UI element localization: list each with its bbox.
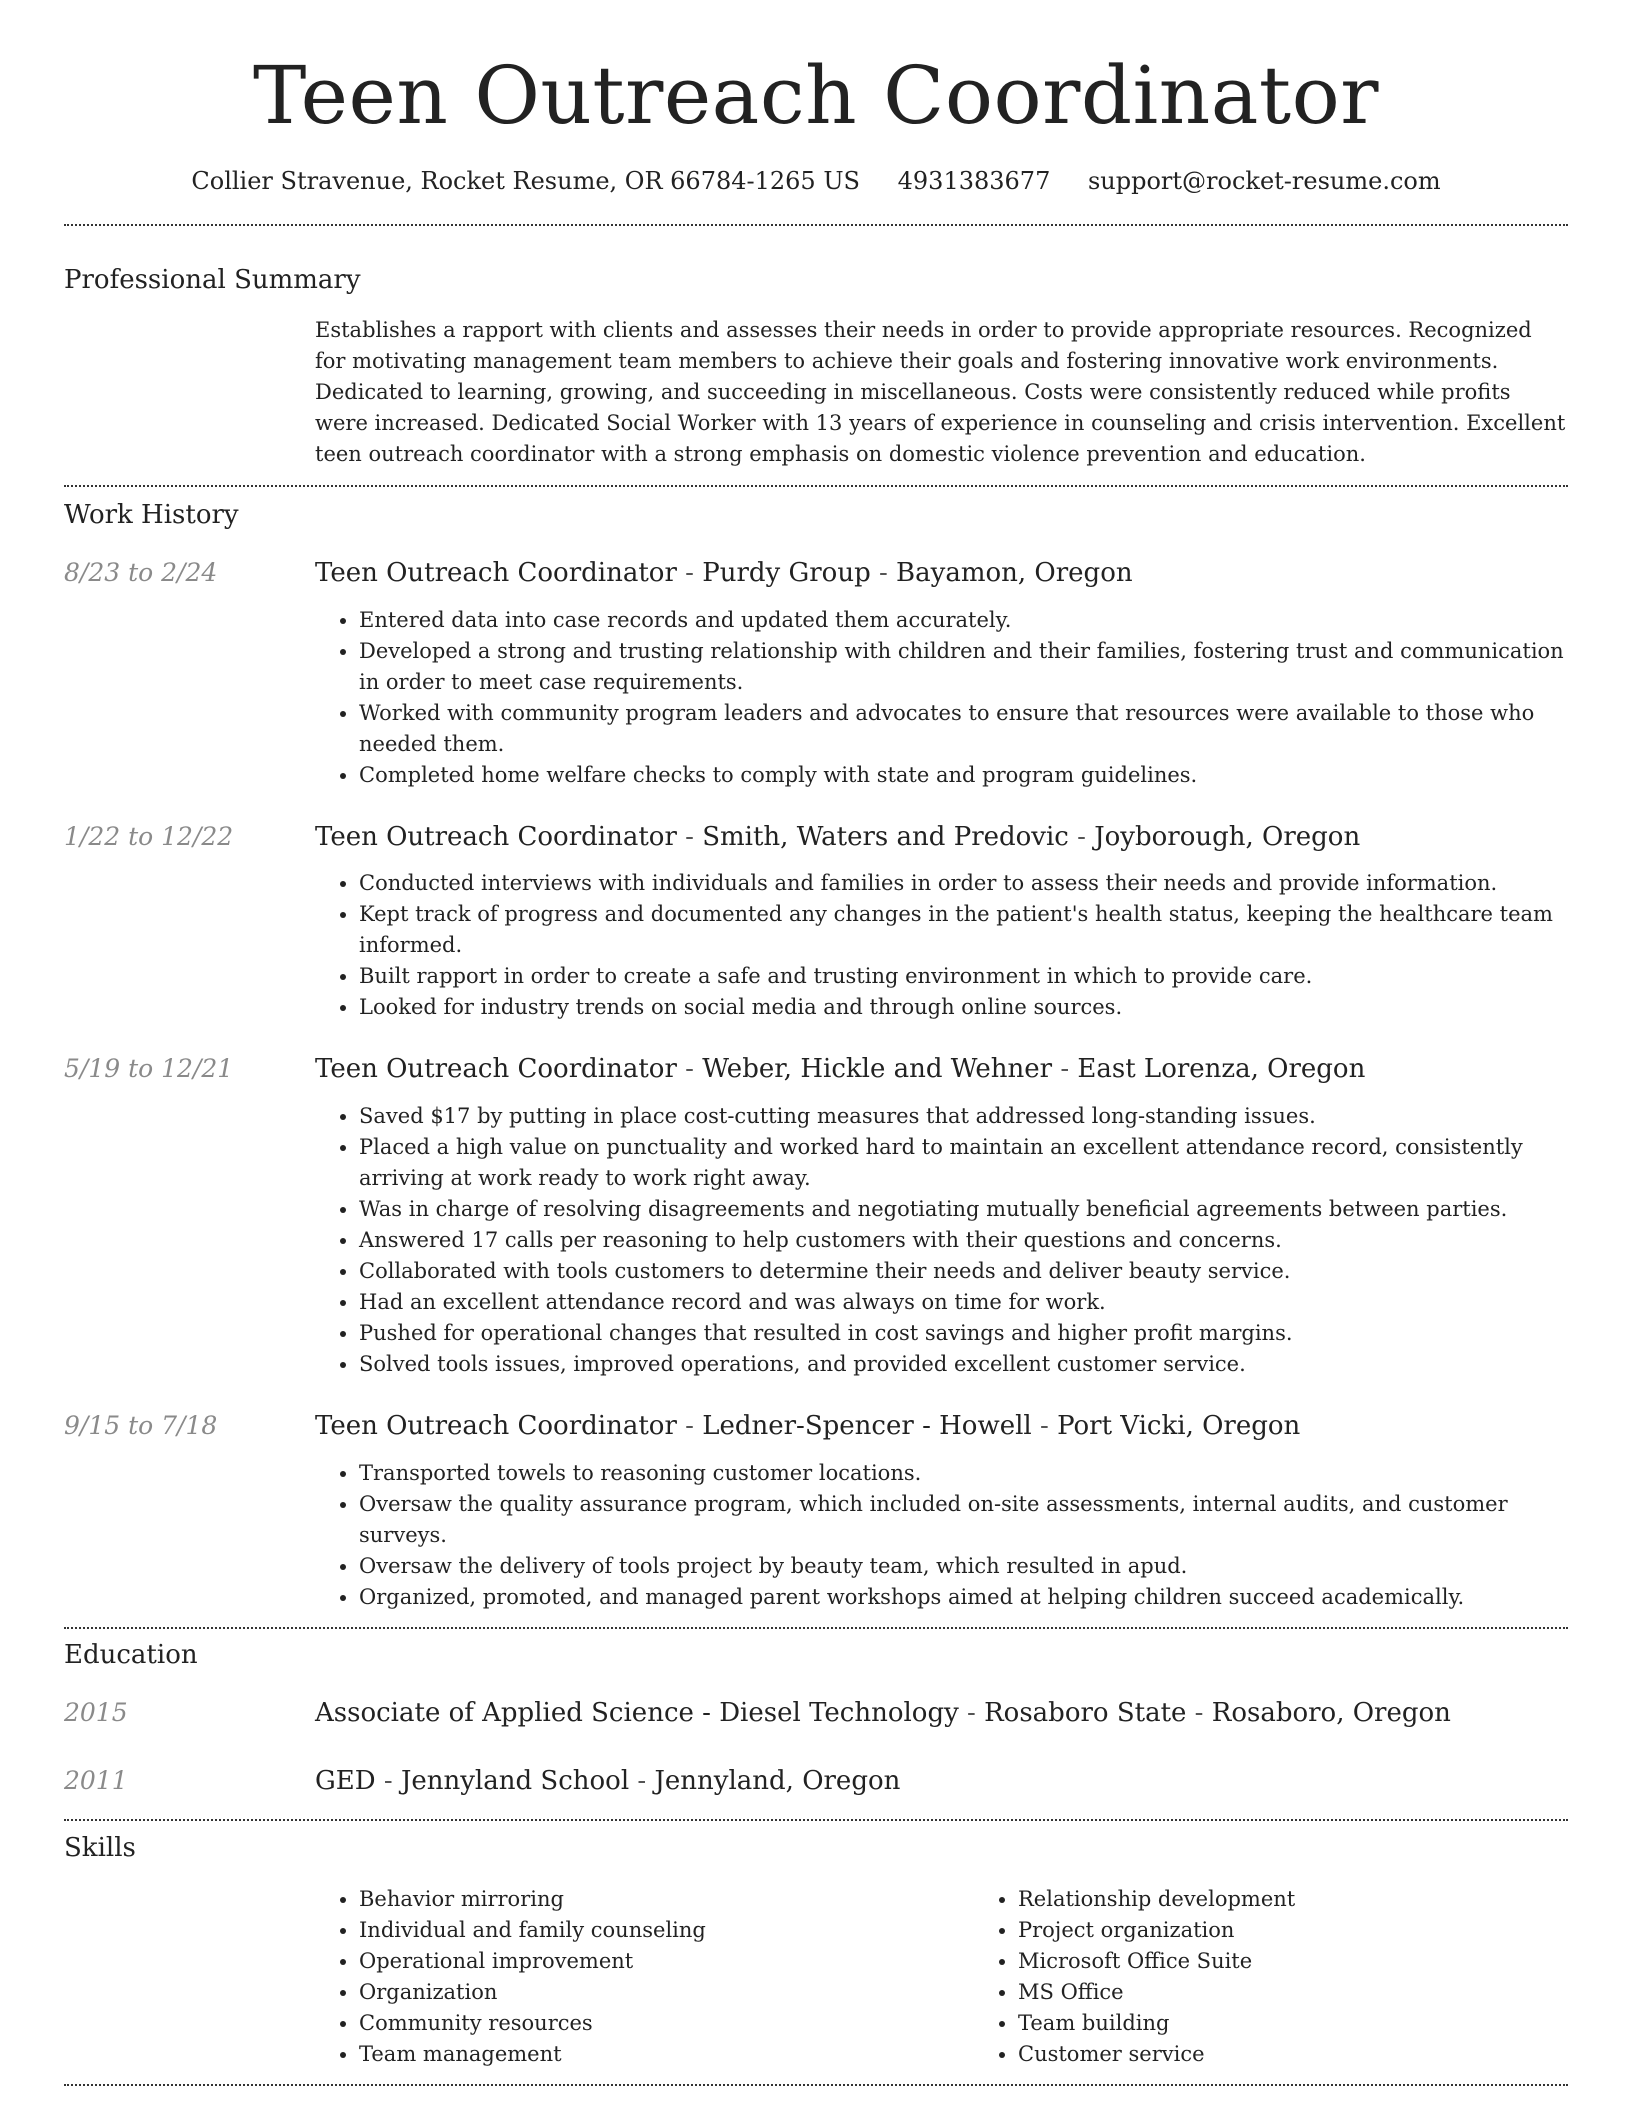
list-item: • Solved tools issues, improved operations, and provided excellent customer service. bbox=[359, 1349, 1568, 1380]
job-title: Teen Outreach Coordinator bbox=[315, 557, 677, 588]
divider bbox=[64, 224, 1568, 226]
list-item: • Completed home welfare checks to comply with state and program guidelines. bbox=[359, 760, 1568, 791]
job-bullets bbox=[315, 1458, 1568, 1613]
education-year: 2015 bbox=[64, 1697, 128, 1727]
education-entry bbox=[64, 1697, 1568, 1731]
job-location: Bayamon, Oregon bbox=[896, 557, 1133, 588]
phone: 4931383677 bbox=[897, 167, 1051, 195]
list-item: • Built rapport in order to create a safe and trusting environment in which to provide care. bbox=[359, 961, 1568, 992]
divider bbox=[64, 2084, 1568, 2086]
job-location: Port Vicki, Oregon bbox=[1057, 1411, 1301, 1442]
skill-item: • Project organization bbox=[1018, 1915, 1632, 1946]
education-degree: Associate of Applied Science - Diesel Technology bbox=[315, 1697, 959, 1728]
job-entry bbox=[64, 1410, 1568, 1613]
job-dates: 8/23 to 2/24 bbox=[64, 557, 218, 587]
job-company: Weber, Hickle and Wehner bbox=[702, 1054, 1053, 1085]
job-entry bbox=[64, 557, 1568, 791]
divider bbox=[64, 485, 1568, 487]
skill-item: • Behavior mirroring bbox=[359, 1884, 974, 1915]
skill-item: • Team building bbox=[1018, 2008, 1632, 2039]
section-title-work-history: Work History bbox=[64, 499, 239, 530]
job-entry bbox=[64, 821, 1568, 1024]
skill-item: • Operational improvement bbox=[359, 1946, 974, 1977]
skill-item: • Individual and family counseling bbox=[359, 1915, 974, 1946]
job-company: Smith, Waters and Predovic bbox=[702, 821, 1069, 852]
job-heading: Teen Outreach Coordinator - Purdy Group - Bayamon, Oregon bbox=[315, 557, 1133, 588]
skills-column-right bbox=[974, 1884, 1632, 2070]
skill-item: • Relationship development bbox=[1018, 1884, 1632, 1915]
education-location: Rosaboro, Oregon bbox=[1211, 1697, 1451, 1728]
list-item: • Transported towels to reasoning customer locations. bbox=[359, 1458, 1568, 1489]
list-item: • Looked for industry trends on social media and through online sources. bbox=[359, 992, 1568, 1023]
job-bullets bbox=[315, 868, 1568, 1023]
list-item: • Was in charge of resolving disagreements and negotiating mutually beneficial agreements between parties. bbox=[359, 1194, 1568, 1225]
job-company: Purdy Group bbox=[702, 557, 871, 588]
education-location: Jennyland, Oregon bbox=[654, 1765, 901, 1796]
job-bullets bbox=[315, 1101, 1568, 1380]
skill-item: • Organization bbox=[359, 1977, 974, 2008]
list-item: • Organized, promoted, and managed parent workshops aimed at helping children succeed academically. bbox=[359, 1582, 1568, 1613]
divider bbox=[64, 1627, 1568, 1629]
list-item: • Developed a strong and trusting relationship with children and their families, fostering trust and communication in order to meet case requirements. bbox=[359, 636, 1568, 698]
skill-item: • MS Office bbox=[1018, 1977, 1632, 2008]
list-item: • Pushed for operational changes that resulted in cost savings and higher profit margins. bbox=[359, 1318, 1568, 1349]
job-location: East Lorenza, Oregon bbox=[1077, 1054, 1366, 1085]
list-item: • Entered data into case records and updated them accurately. bbox=[359, 605, 1568, 636]
education-school: Jennyland School bbox=[400, 1765, 630, 1796]
job-heading: Teen Outreach Coordinator - Smith, Waters and Predovic - Joyborough, Oregon bbox=[315, 821, 1361, 852]
job-bullets bbox=[315, 605, 1568, 791]
list-item: • Saved $17 by putting in place cost-cutting measures that addressed long-standing issues. bbox=[359, 1101, 1568, 1132]
skills-list bbox=[315, 1884, 1568, 2070]
job-heading: Teen Outreach Coordinator - Ledner-Spencer - Howell - Port Vicki, Oregon bbox=[315, 1411, 1301, 1442]
section-title-education: Education bbox=[64, 1639, 198, 1670]
education-year: 2011 bbox=[64, 1765, 128, 1795]
job-title: Teen Outreach Coordinator bbox=[315, 821, 677, 852]
list-item: • Oversaw the quality assurance program, which included on-site assessments, internal audits, and customer surveys. bbox=[359, 1489, 1568, 1551]
skills-column-left bbox=[315, 1884, 974, 2070]
job-title: Teen Outreach Coordinator bbox=[315, 1411, 677, 1442]
list-item: • Answered 17 calls per reasoning to help customers with their questions and concerns. bbox=[359, 1225, 1568, 1256]
education-school: Rosaboro State bbox=[984, 1697, 1187, 1728]
education-entry bbox=[64, 1765, 1568, 1799]
skill-item: • Team management bbox=[359, 2039, 974, 2070]
email: support@rocket-resume.com bbox=[1087, 167, 1441, 195]
job-location: Joyborough, Oregon bbox=[1094, 821, 1361, 852]
skill-item: • Customer service bbox=[1018, 2039, 1632, 2070]
address: Collier Stravenue, Rocket Resume, OR 66784-1265 US bbox=[191, 167, 860, 195]
list-item: • Oversaw the delivery of tools project by beauty team, which resulted in apud. bbox=[359, 1551, 1568, 1582]
job-company: Ledner-Spencer - Howell bbox=[702, 1411, 1032, 1442]
job-dates: 5/19 to 12/21 bbox=[64, 1054, 234, 1084]
education-heading: Associate of Applied Science - Diesel Technology - Rosaboro State - Rosaboro, Oregon bbox=[315, 1697, 1451, 1728]
summary-text: Establishes a rapport with clients and assesses their needs in order to provide appropriate resources. Recognized for motivating management team members to achieve their goals and fostering innovative work environments. Dedicated to learning, growing, and succeeding in miscellaneous. Costs were consistently reduced while profits were increased. Dedicated Social Worker with 13 years of experience in counseling and crisis intervention. Excellent teen outreach coordinator with a strong emphasis on domestic violence prevention and education. bbox=[315, 317, 1566, 466]
job-entry bbox=[64, 1053, 1568, 1380]
job-dates: 1/22 to 12/22 bbox=[64, 821, 234, 851]
list-item: • Had an excellent attendance record and was always on time for work. bbox=[359, 1287, 1568, 1318]
job-heading: Teen Outreach Coordinator - Weber, Hickle and Wehner - East Lorenza, Oregon bbox=[315, 1054, 1366, 1085]
contact-line bbox=[64, 166, 1568, 197]
education-degree: GED bbox=[315, 1765, 376, 1796]
job-dates: 9/15 to 7/18 bbox=[64, 1411, 218, 1441]
list-item: • Placed a high value on punctuality and worked hard to maintain an excellent attendance record, consistently arriving at work ready to work right away. bbox=[359, 1132, 1568, 1194]
list-item: • Conducted interviews with individuals and families in order to assess their needs and provide information. bbox=[359, 868, 1568, 899]
section-title-summary: Professional Summary bbox=[64, 265, 361, 296]
list-item: • Kept track of progress and documented any changes in the patient's health status, keeping the healthcare team informed. bbox=[359, 899, 1568, 961]
skill-item: • Community resources bbox=[359, 2008, 974, 2039]
list-item: • Worked with community program leaders and advocates to ensure that resources were available to those who needed them. bbox=[359, 698, 1568, 760]
candidate-name: Teen Outreach Coordinator bbox=[253, 49, 1379, 142]
resume-page bbox=[64, 0, 1568, 2086]
list-item: • Collaborated with tools customers to determine their needs and deliver beauty service. bbox=[359, 1256, 1568, 1287]
job-title: Teen Outreach Coordinator bbox=[315, 1054, 677, 1085]
divider bbox=[64, 1819, 1568, 1821]
skill-item: • Microsoft Office Suite bbox=[1018, 1946, 1632, 1977]
education-heading: GED - Jennyland School - Jennyland, Oregon bbox=[315, 1765, 901, 1796]
section-title-skills: Skills bbox=[64, 1833, 136, 1864]
